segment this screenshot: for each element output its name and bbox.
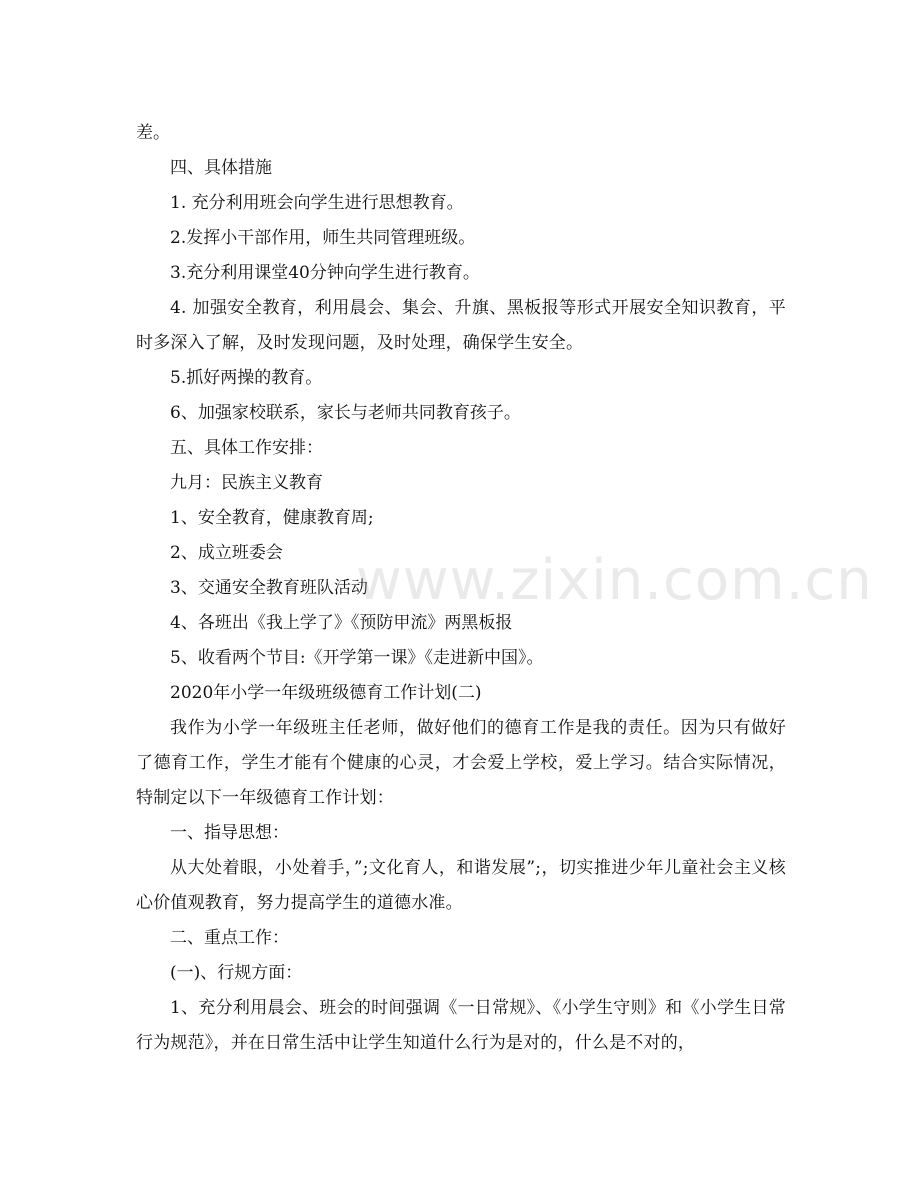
watermark: www.zixin.com.cn bbox=[356, 548, 873, 613]
section-heading: 一、指导思想： bbox=[170, 823, 289, 843]
subsection-heading: (一)、行规方面： bbox=[170, 963, 303, 983]
document-subtitle: 2020年小学一年级班级德育工作计划(二) bbox=[170, 683, 482, 703]
list-item: 4、各班出《我上学了》《预防甲流》两黑板报 bbox=[170, 613, 513, 633]
list-item: 2、成立班委会 bbox=[170, 543, 283, 563]
list-item: 5.抓好两操的教育。 bbox=[170, 368, 323, 388]
list-item: 3、交通安全教育班队活动 bbox=[170, 578, 368, 598]
list-item: 6、加强家校联系，家长与老师共同教育孩子。 bbox=[170, 403, 521, 423]
list-item: 2.发挥小干部作用，师生共同管理班级。 bbox=[170, 228, 476, 248]
paragraph: 从大处着眼，小处着手，”;文化育人，和谐发展”;，切实推进少年儿童社会主义核心价值观教育，努力提高学生的道德水准。 bbox=[136, 858, 786, 913]
section-heading: 五、具体工作安排： bbox=[170, 438, 323, 458]
paragraph: 我作为小学一年级班主任老师，做好他们的德育工作是我的责任。因为只有做好了德育工作，学生才能有个健康的心灵，才会爱上学校，爱上学习。结合实际情况，特制定以下一年级德育工作计划： bbox=[136, 718, 786, 808]
list-item: 1、充分利用晨会、班会的时间强调《一日常规》、《小学生守则》和《小学生日常行为规范》，并在日常生活中让学生知道什么行为是对的，什么是不对的， bbox=[136, 998, 786, 1053]
list-item: 1、安全教育，健康教育周; bbox=[170, 508, 374, 528]
section-heading: 四、具体措施 bbox=[170, 158, 272, 178]
list-item: 1. 充分利用班会向学生进行思想教育。 bbox=[170, 193, 464, 213]
list-item: 4. 加强安全教育，利用晨会、集会、升旗、黑板报等形式开展安全知识教育，平时多深入了解，及时发现问题，及时处理，确保学生安全。 bbox=[136, 298, 786, 353]
paragraph: 差。 bbox=[136, 123, 170, 143]
list-item: 5、收看两个节目:《开学第一课》《走进新中国》。 bbox=[170, 648, 544, 668]
section-heading: 二、重点工作： bbox=[170, 928, 289, 948]
list-item: 3.充分利用课堂40分钟向学生进行教育。 bbox=[170, 263, 480, 283]
document-body bbox=[136, 116, 786, 1061]
paragraph: 九月：民族主义教育 bbox=[170, 473, 323, 493]
